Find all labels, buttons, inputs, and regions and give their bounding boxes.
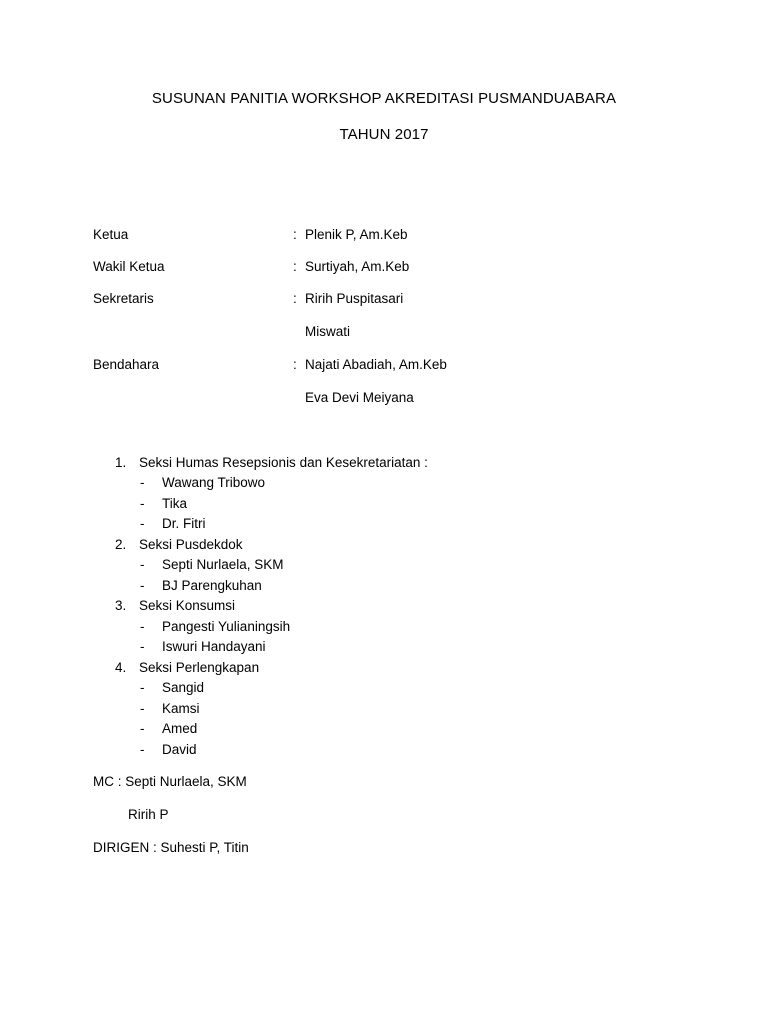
- section-name: Seksi Pusdekdok: [139, 537, 243, 552]
- role-value-wakil-ketua: Surtiyah, Am.Keb: [305, 259, 410, 274]
- section-name: Seksi Konsumsi: [139, 598, 236, 613]
- role-colon: :: [293, 357, 297, 372]
- role-colon: :: [293, 291, 297, 306]
- list-dash: -: [140, 701, 145, 716]
- role-label-sekretaris: Sekretaris: [93, 291, 154, 306]
- section-member: Amed: [162, 721, 198, 736]
- section-member: Pangesti Yulianingsih: [162, 619, 291, 634]
- role-label-ketua: Ketua: [93, 227, 129, 242]
- section-member: Septi Nurlaela, SKM: [162, 557, 284, 572]
- role-colon: :: [293, 259, 297, 274]
- list-dash: -: [140, 742, 145, 757]
- list-dash: -: [140, 680, 145, 695]
- role-value-bendahara-1: Najati Abadiah, Am.Keb: [305, 357, 447, 372]
- role-value-bendahara-2: Eva Devi Meiyana: [305, 390, 414, 405]
- list-dash: -: [140, 516, 145, 531]
- section-member: David: [162, 742, 197, 757]
- list-dash: -: [140, 557, 145, 572]
- section-name: Seksi Humas Resepsionis dan Kesekretariatan :: [139, 455, 428, 470]
- role-colon: :: [293, 227, 297, 242]
- section-number: 1.: [115, 455, 127, 470]
- role-value-ketua: Plenik P, Am.Keb: [305, 227, 408, 242]
- section-member: Dr. Fitri: [162, 516, 206, 531]
- role-label-bendahara: Bendahara: [93, 357, 160, 372]
- list-dash: -: [140, 721, 145, 736]
- section-number: 3.: [115, 598, 127, 613]
- role-label-wakil-ketua: Wakil Ketua: [93, 259, 165, 274]
- document-title: SUSUNAN PANITIA WORKSHOP AKREDITASI PUSMANDUABARA: [151, 90, 617, 107]
- section-member: BJ Parengkuhan: [162, 578, 262, 593]
- list-dash: -: [140, 619, 145, 634]
- mc-line: MC : Septi Nurlaela, SKM: [93, 774, 247, 789]
- section-number: 2.: [115, 537, 127, 552]
- role-value-sekretaris-2: Miswati: [305, 324, 351, 339]
- section-member: Wawang Tribowo: [162, 475, 266, 490]
- mc-line-2: Ririh P: [128, 807, 169, 822]
- section-member: Iswuri Handayani: [162, 639, 266, 654]
- role-value-sekretaris-1: Ririh Puspitasari: [305, 291, 404, 306]
- document-year: TAHUN 2017: [339, 126, 429, 143]
- section-name: Seksi Perlengkapan: [139, 660, 260, 675]
- section-member: Tika: [162, 496, 188, 511]
- section-member: Sangid: [162, 680, 205, 695]
- list-dash: -: [140, 475, 145, 490]
- section-member: Kamsi: [162, 701, 200, 716]
- list-dash: -: [140, 639, 145, 654]
- section-number: 4.: [115, 660, 127, 675]
- list-dash: -: [140, 496, 145, 511]
- dirigen-line: DIRIGEN : Suhesti P, Titin: [93, 840, 249, 855]
- list-dash: -: [140, 578, 145, 593]
